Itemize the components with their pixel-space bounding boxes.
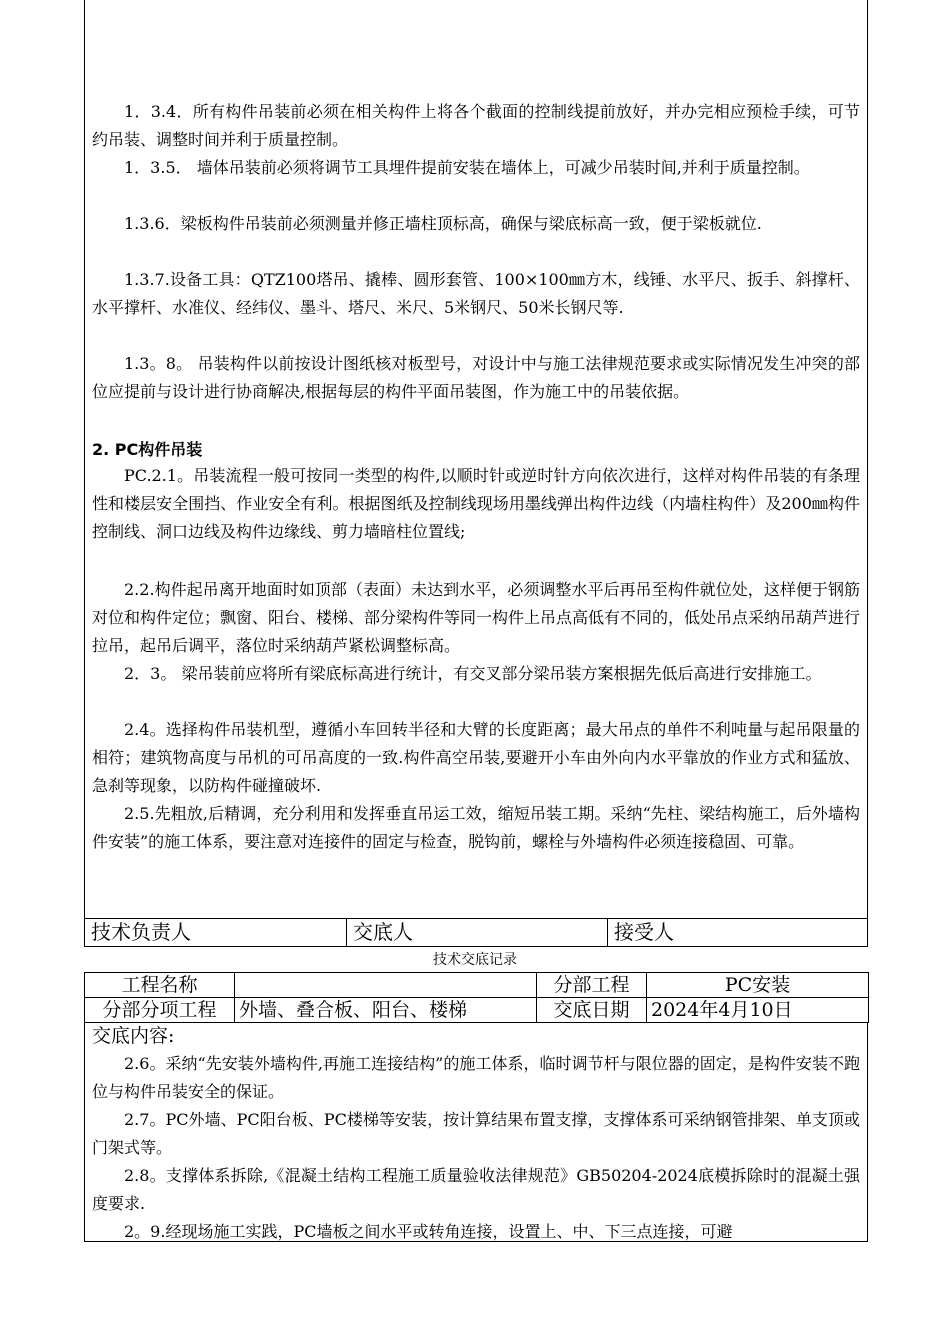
paragraph-2-3: 2．3。 梁吊装前应将所有梁底标高进行统计，有交叉部分梁吊装方案根据先低后高进行安排施工。 (124, 664, 822, 683)
table-row (85, 973, 869, 998)
division-label: 分部工程 (537, 973, 647, 998)
receiver-label: 接受人 (614, 920, 674, 944)
paragraph-1-3-8: 1.3。8。 吊装构件以前按设计图纸核对板型号，对设计中与施工法律规范要求或实际情况发生冲突的部位应提前与设计进行协商解决,根据每层的构件平面吊装图，作为施工中的吊装依据。 (92, 354, 860, 401)
paragraph-1-3-5: 1．3.5． 墙体吊装前必须将调节工具埋件提前安装在墙体上，可减少吊装时间,并利于质量控制。 (124, 158, 810, 177)
paragraph-2-9: 2。9.经现场施工实践，PC墙板之间水平或转角连接，设置上、中、下三点连接，可避 (124, 1222, 733, 1241)
paragraph-2-8: 2.8。支撑体系拆除,《混凝土结构工程施工质量验收法律规范》GB50204-2024底模拆除时的混凝土强度要求. (92, 1166, 860, 1213)
subitem-value: 外墙、叠合板、阳台、楼梯 (235, 998, 537, 1023)
paragraph-2-6: 2.6。采纳“先安装外墙构件,再施工连接结构”的施工体系，临时调节杆与限位器的固定，是构件安装不跑位与构件吊装安全的保证。 (92, 1054, 860, 1101)
tech-lead-label: 技术负责人 (85, 919, 347, 946)
date-label: 交底日期 (537, 998, 647, 1023)
table-row (85, 998, 869, 1023)
project-name-label: 工程名称 (85, 973, 235, 998)
content-label: 交底内容: (92, 1025, 175, 1047)
paragraph-2-2: 2.2.构件起吊离开地面时如顶部（表面）未达到水平，必须调整水平后再吊至构件就位处，这样便于钢筋对位和构件定位；飘窗、阳台、楼梯、部分梁构件等同一构件上吊点高低有不同的，低处吊点采纳吊葫芦进行拉吊，起吊后调平，落位时采纳葫芦紧松调整标高。 (92, 580, 861, 655)
date-value: 2024年4月10日 (647, 998, 869, 1023)
paragraph-2-4: 2.4。选择构件吊装机型，遵循小车回转半径和大臂的长度距离；最大吊点的单件不利吨量与起吊限量的相符；建筑物高度与吊机的可吊高度的一致.构件高空吊装,要避开小车由外向内水平靠放的作业方式和猛放、急刹等现象，以防构件碰撞破坏. (92, 720, 860, 795)
record-caption: 技术交底记录 (433, 952, 517, 968)
paragraph-1-3-7: 1.3.7.设备工具：QTZ100塔吊、撬棒、圆形套管、100×100㎜方木，线锤、水平尺、扳手、斜撑杆、水平撑杆、水准仪、经纬仪、墨斗、塔尺、米尺、5米钢尺、50米长钢尺等. (92, 270, 860, 317)
signature-row (84, 918, 868, 947)
paragraph-1-3-4: 1．3.4．所有构件吊装前必须在相关构件上将各个截面的控制线提前放好，并办完相应预检手续，可节约吊装、调整时间并利于质量控制。 (92, 102, 860, 149)
paragraph-2-1: PC.2.1。吊装流程一般可按同一类型的构件,以顺时针或逆时针方向依次进行，这样对构件吊装的有条理性和楼层安全围挡、作业安全有利。根据图纸及控制线现场用墨线弹出构件边线（内墙柱构件）及200㎜构件控制线、洞口边线及构件边缘线、剪力墙暗柱位置线; (92, 466, 860, 541)
info-table (84, 972, 869, 1023)
project-name-value (235, 973, 537, 998)
division-value: PC安装 (647, 973, 869, 998)
paragraph-2-5: 2.5.先粗放,后精调，充分利用和发挥垂直吊运工效，缩短吊装工期。采纳“先柱、梁结构施工，后外墙构件安装”的施工体系，要注意对连接件的固定与检查，脱钩前，螺栓与外墙构件必须连接稳固、可靠。 (92, 804, 860, 851)
section-heading-pc-hoisting: 2. PC构件吊装 (92, 440, 203, 459)
presenter-label: 交底人 (347, 919, 608, 946)
subitem-label: 分部分项工程 (85, 998, 235, 1023)
paragraph-2-7: 2.7。PC外墙、PC阳台板、PC楼梯等安装，按计算结果布置支撑，支撑体系可采纳钢管排架、单支顶或门架式等。 (92, 1110, 860, 1157)
paragraph-1-3-6: 1.3.6．梁板构件吊装前必须测量并修正墙柱顶标高，确保与梁底标高一致，便于梁板就位. (124, 214, 762, 233)
